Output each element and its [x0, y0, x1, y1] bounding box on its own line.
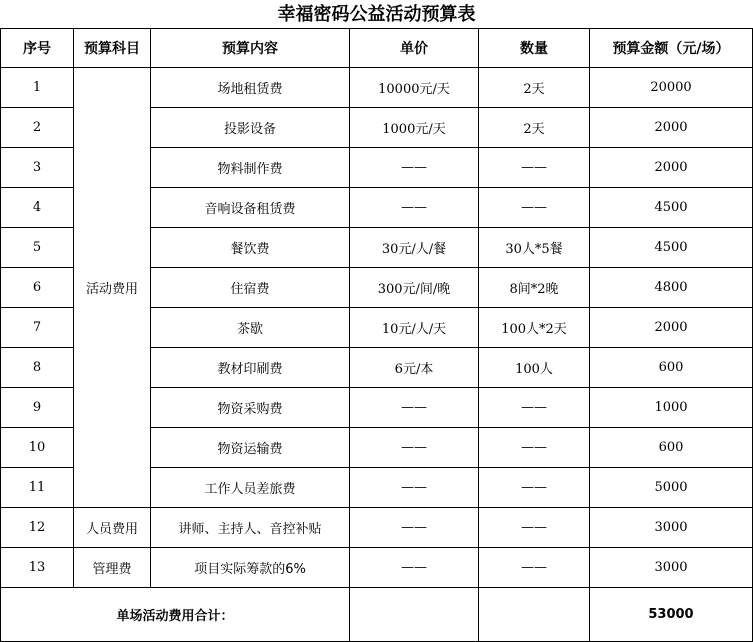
row-item: 教材印刷费 — [151, 348, 350, 388]
row-item: 音响设备租赁费 — [151, 188, 350, 228]
header-row — [1, 29, 753, 68]
row-no: 1 — [1, 68, 74, 108]
row-item: 场地租赁费 — [151, 68, 350, 108]
category-activity: 活动费用 — [74, 68, 151, 508]
total-row — [1, 588, 753, 642]
row-amount: 4500 — [590, 228, 753, 268]
row-amount: 1000 — [590, 388, 753, 428]
row-no: 5 — [1, 228, 74, 268]
row-quantity: 2天 — [479, 68, 590, 108]
row-amount: 600 — [590, 428, 753, 468]
row-unit-price: 300元/间/晚 — [350, 268, 479, 308]
row-quantity: 100人 — [479, 348, 590, 388]
row-quantity: 2天 — [479, 108, 590, 148]
table-row — [1, 508, 753, 548]
row-unit-price: 1000元/天 — [350, 108, 479, 148]
total-label: 单场活动费用合计： — [1, 588, 350, 642]
row-quantity: —— — [479, 388, 590, 428]
header-quantity: 数量 — [479, 29, 590, 68]
table-row — [1, 548, 753, 588]
row-quantity: —— — [479, 148, 590, 188]
row-quantity: —— — [479, 428, 590, 468]
row-item: 住宿费 — [151, 268, 350, 308]
row-amount: 4800 — [590, 268, 753, 308]
row-unit-price: 10元/人/天 — [350, 308, 479, 348]
row-amount: 2000 — [590, 108, 753, 148]
row-amount: 20000 — [590, 68, 753, 108]
total-empty-cell — [479, 588, 590, 642]
row-no: 13 — [1, 548, 74, 588]
header-no: 序号 — [1, 29, 74, 68]
row-amount: 3000 — [590, 548, 753, 588]
row-no: 11 — [1, 468, 74, 508]
category-personnel: 人员费用 — [74, 508, 151, 548]
category-management: 管理费 — [74, 548, 151, 588]
row-item: 餐饮费 — [151, 228, 350, 268]
row-unit-price: —— — [350, 468, 479, 508]
row-quantity: 30人*5餐 — [479, 228, 590, 268]
table-row — [1, 68, 753, 108]
row-no: 10 — [1, 428, 74, 468]
row-item: 讲师、主持人、音控补贴 — [151, 508, 350, 548]
header-category: 预算科目 — [74, 29, 151, 68]
row-unit-price: 10000元/天 — [350, 68, 479, 108]
row-unit-price: 6元/本 — [350, 348, 479, 388]
row-no: 3 — [1, 148, 74, 188]
row-quantity: —— — [479, 188, 590, 228]
row-quantity: —— — [479, 548, 590, 588]
row-quantity: 8间*2晚 — [479, 268, 590, 308]
row-no: 2 — [1, 108, 74, 148]
total-empty-cell — [350, 588, 479, 642]
row-unit-price: —— — [350, 148, 479, 188]
row-amount: 2000 — [590, 308, 753, 348]
header-unit-price: 单价 — [350, 29, 479, 68]
row-no: 7 — [1, 308, 74, 348]
row-item: 茶歇 — [151, 308, 350, 348]
row-item: 物料制作费 — [151, 148, 350, 188]
row-amount: 5000 — [590, 468, 753, 508]
row-item: 项目实际筹款的6% — [151, 548, 350, 588]
row-unit-price: —— — [350, 428, 479, 468]
row-item: 投影设备 — [151, 108, 350, 148]
row-quantity: 100人*2天 — [479, 308, 590, 348]
row-unit-price: —— — [350, 548, 479, 588]
row-unit-price: —— — [350, 388, 479, 428]
table-title: 幸福密码公益活动预算表 — [277, 4, 476, 25]
header-amount: 预算金额（元/场） — [590, 29, 753, 68]
row-item: 物资采购费 — [151, 388, 350, 428]
row-no: 9 — [1, 388, 74, 428]
row-amount: 3000 — [590, 508, 753, 548]
row-quantity: —— — [479, 508, 590, 548]
row-no: 4 — [1, 188, 74, 228]
budget-table — [0, 28, 753, 642]
row-amount: 600 — [590, 348, 753, 388]
row-unit-price: —— — [350, 508, 479, 548]
header-item: 预算内容 — [151, 29, 350, 68]
row-amount: 4500 — [590, 188, 753, 228]
row-unit-price: —— — [350, 188, 479, 228]
row-no: 12 — [1, 508, 74, 548]
row-no: 8 — [1, 348, 74, 388]
row-item: 工作人员差旅费 — [151, 468, 350, 508]
total-amount: 53000 — [590, 588, 753, 642]
row-no: 6 — [1, 268, 74, 308]
row-amount: 2000 — [590, 148, 753, 188]
row-unit-price: 30元/人/餐 — [350, 228, 479, 268]
row-item: 物资运输费 — [151, 428, 350, 468]
row-quantity: —— — [479, 468, 590, 508]
